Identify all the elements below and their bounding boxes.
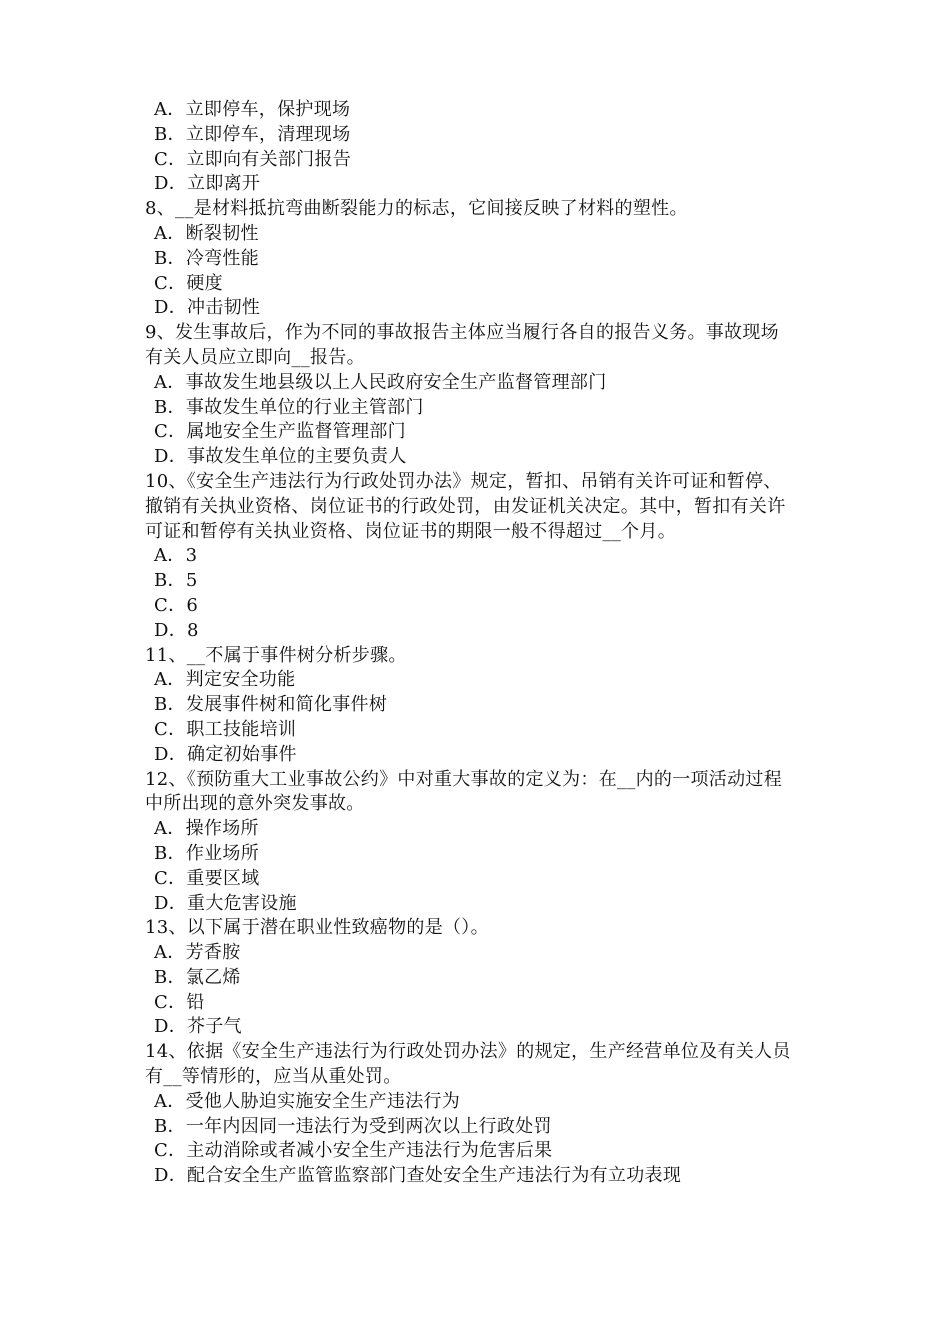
answer-option: A．断裂韧性 [154, 222, 259, 244]
question-text-line: 12、《预防重大工业事故公约》中对重大事故的定义为：在__内的一项活动过程 [145, 768, 783, 790]
answer-option: D．配合安全生产监管监察部门查处安全生产违法行为有立功表现 [154, 1165, 682, 1187]
question-text-body [145, 98, 825, 1189]
question-text-line: 10、《安全生产违法行为行政处罚办法》规定，暂扣、吊销有关许可证和暂停、 [145, 470, 782, 492]
answer-option: D．冲击韧性 [154, 297, 261, 319]
answer-option: D．芥子气 [154, 1016, 242, 1038]
question-text-line: 13、以下属于潜在职业性致癌物的是（）。 [145, 917, 489, 939]
answer-option: D．8 [154, 619, 199, 641]
answer-option: A．芳香胺 [154, 942, 241, 964]
question-text-line: 9、发生事故后，作为不同的事故报告主体应当履行各自的报告义务。事故现场 [145, 322, 779, 344]
answer-option: A．3 [154, 545, 198, 567]
answer-option: C．立即向有关部门报告 [154, 148, 352, 170]
question-text-line: 8、__是材料抵抗弯曲断裂能力的标志，它间接反映了材料的塑性。 [145, 198, 688, 220]
answer-option: A．判定安全功能 [154, 669, 296, 691]
answer-option: A．受他人胁迫实施安全生产违法行为 [154, 1090, 461, 1112]
answer-option: A．事故发生地县级以上人民政府安全生产监督管理部门 [154, 371, 607, 393]
answer-option: B．5 [154, 570, 198, 592]
question-text-line: 14、依据《安全生产违法行为行政处罚办法》的规定，生产经营单位及有关人员 [145, 1041, 791, 1063]
question-text-line: 撤销有关执业资格、岗位证书的行政处罚，由发证机关决定。其中，暂扣有关许 [145, 495, 786, 517]
answer-option: D．重大危害设施 [154, 892, 297, 914]
answer-option: A．立即停车，保护现场 [154, 99, 351, 120]
answer-option: B．发展事件树和简化事件树 [154, 694, 388, 716]
question-text-line: 11、__不属于事件树分析步骤。 [145, 644, 407, 666]
question-text-line: 中所出现的意外突发事故。 [145, 793, 365, 815]
answer-option: C．职工技能培训 [154, 718, 297, 740]
answer-option: C．硬度 [154, 272, 223, 294]
answer-option: B．冷弯性能 [154, 247, 260, 269]
answer-option: C．6 [154, 594, 199, 616]
answer-option: B．一年内因同一违法行为受到两次以上行政处罚 [154, 1115, 552, 1137]
answer-option: D．事故发生单位的主要负责人 [154, 446, 407, 468]
answer-option: B．作业场所 [154, 842, 260, 864]
question-text-line: 可证和暂停有关执业资格、岗位证书的期限一般不得超过__个月。 [145, 520, 676, 542]
answer-option: C．主动消除或者减小安全生产违法行为危害后果 [154, 1140, 553, 1162]
answer-option: C．重要区域 [154, 867, 260, 889]
answer-option: B．氯乙烯 [154, 966, 241, 988]
answer-option: B．立即停车，清理现场 [154, 123, 351, 145]
answer-option: D．立即离开 [154, 173, 261, 195]
question-text-line: 有__等情形的，应当从重处罚。 [145, 1066, 402, 1088]
answer-option: B．事故发生单位的行业主管部门 [154, 396, 424, 418]
answer-option: C．属地安全生产监督管理部门 [154, 421, 406, 443]
answer-option: A．操作场所 [154, 818, 259, 840]
answer-option: C．铅 [154, 991, 205, 1013]
answer-option: D．确定初始事件 [154, 743, 297, 765]
question-text-line: 有关人员应立即向__报告。 [145, 346, 365, 368]
